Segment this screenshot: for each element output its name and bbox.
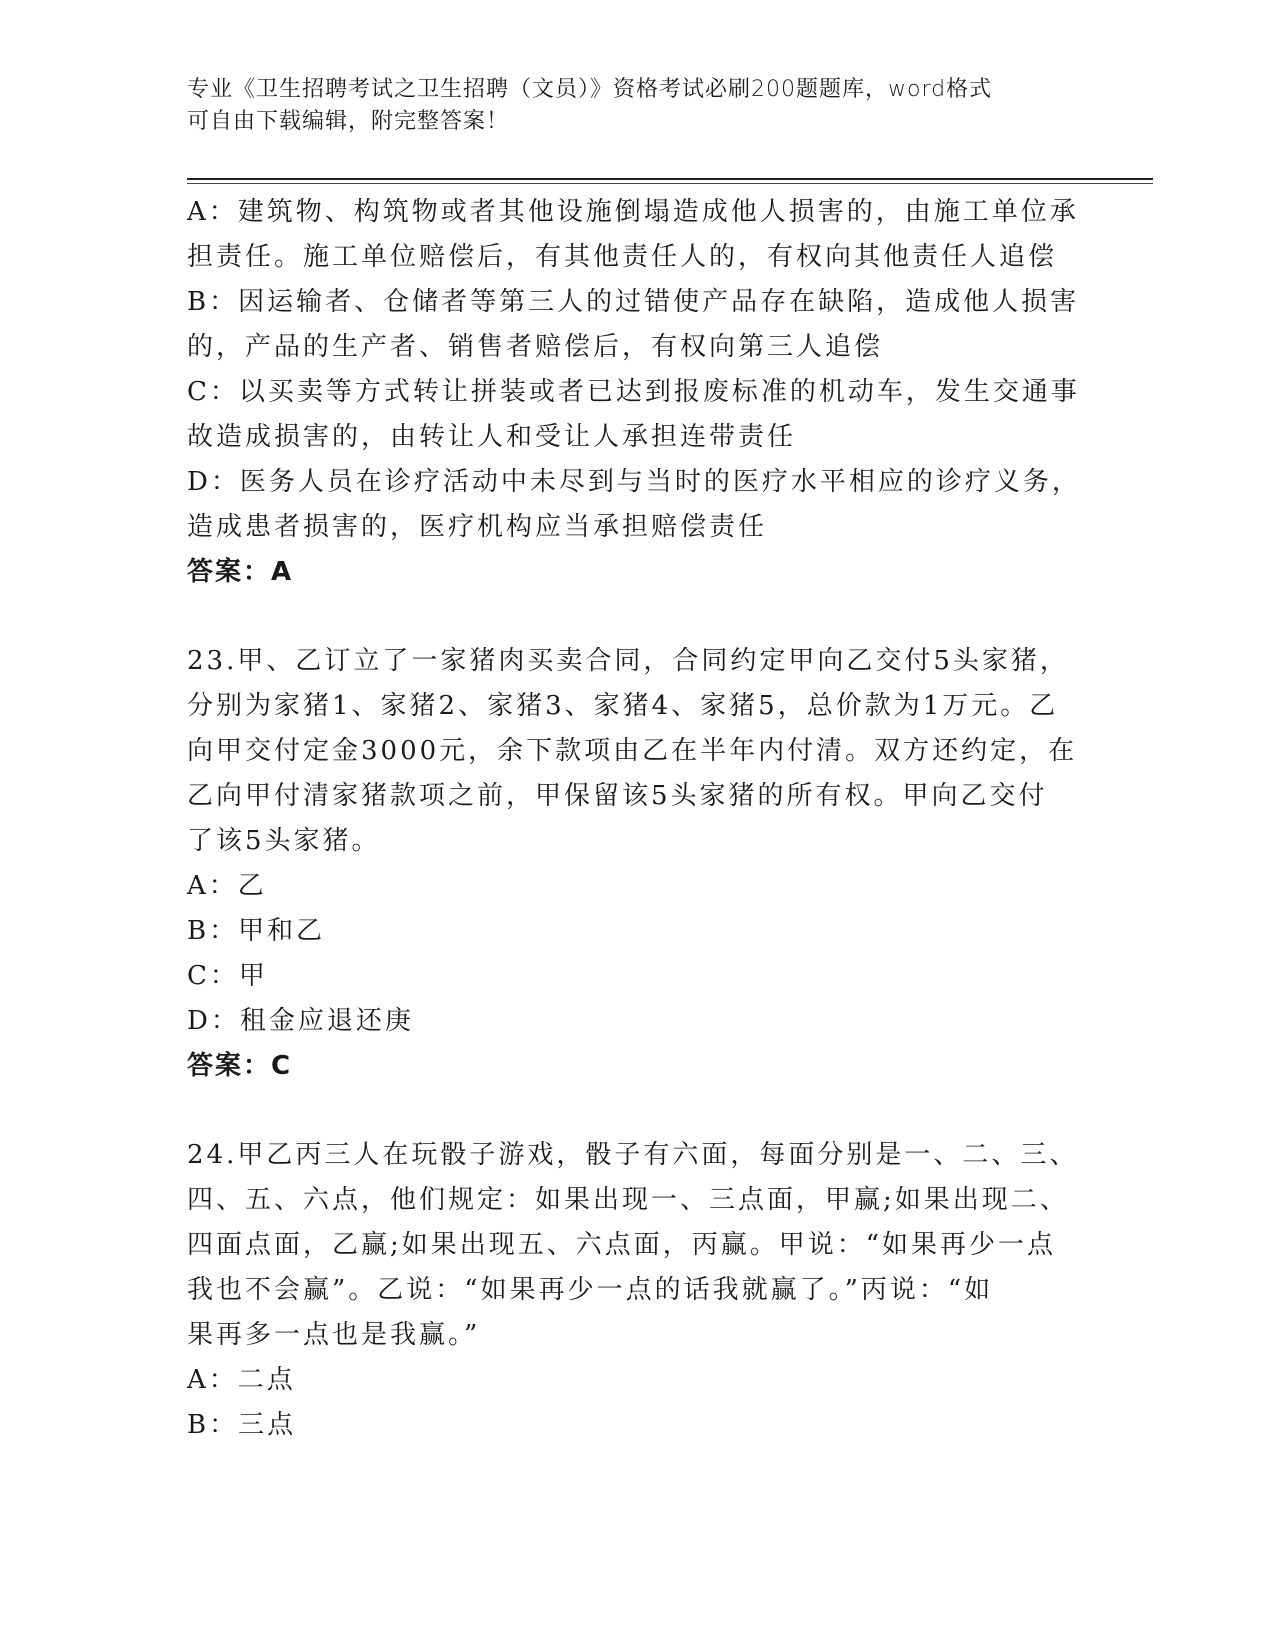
option-d: D：租金应退还庚 — [187, 1006, 414, 1036]
document-body — [187, 190, 1087, 1448]
spacer — [187, 595, 1087, 639]
option-line: 造成患者损害的，医疗机构应当承担赔偿责任 — [187, 512, 768, 542]
question-23-answer: 答案：C — [187, 1051, 293, 1081]
option-b: B：甲和乙 — [187, 916, 326, 946]
option-c: C：甲 — [187, 961, 268, 991]
option-line: 故造成损害的，由转让人和受让人承担连带责任 — [187, 422, 797, 452]
option-line: 担责任。施工单位赔偿后，有其他责任人的，有权向其他责任人追偿 — [187, 242, 1058, 272]
option-line: C：以买卖等方式转让拼装或者已达到报废标准的机动车，发生交通事 — [187, 377, 1080, 407]
document-header — [187, 74, 1087, 138]
question-stem-line: 分别为家猪1、家猪2、家猪3、家猪4、家猪5，总价款为1万元。乙 — [187, 691, 1059, 721]
option-b: B：三点 — [187, 1410, 297, 1440]
question-stem-line: 我也不会赢”。乙说：“如果再少一点的话我就赢了。”丙说：“如 — [187, 1275, 994, 1305]
question-23 — [187, 639, 1087, 1044]
question-stem-line: 果再多一点也是我赢。” — [187, 1320, 481, 1350]
header-divider-thick — [187, 178, 1153, 180]
option-line: A：建筑物、构筑物或者其他设施倒塌造成他人损害的，由施工单位承 — [187, 197, 1079, 227]
question-22-options — [187, 190, 1087, 550]
spacer — [187, 1089, 1087, 1133]
question-stem-line: 乙向甲付清家猪款项之前，甲保留该5头家猪的所有权。甲向乙交付 — [187, 781, 1048, 811]
question-stem-line: 四面点面，乙赢;如果出现五、六点面，丙赢。甲说：“如果再少一点 — [187, 1230, 1057, 1260]
option-line: B：因运输者、仓储者等第三人的过错使产品存在缺陷，造成他人损害 — [187, 287, 1080, 317]
header-line-1: 专业《卫生招聘考试之卫生招聘（文员）》资格考试必刷200题题库，word格式 — [187, 77, 993, 102]
option-a: A：二点 — [187, 1365, 296, 1395]
question-24 — [187, 1133, 1087, 1448]
header-line-2: 可自由下载编辑，附完整答案！ — [187, 109, 510, 134]
question-stem-line: 向甲交付定金3000元，余下款项由乙在半年内付清。双方还约定，在 — [187, 736, 1078, 766]
question-22-answer: 答案：A — [187, 557, 294, 587]
option-line: 的，产品的生产者、销售者赔偿后，有权向第三人追偿 — [187, 332, 884, 362]
question-stem-line: 四、五、六点，他们规定：如果出现一、三点面，甲赢;如果出现二、 — [187, 1185, 1069, 1215]
question-stem-line: 23.甲、乙订立了一家猪肉买卖合同，合同约定甲向乙交付5头家猪， — [187, 646, 1069, 676]
header-divider-thin — [187, 183, 1153, 184]
option-line: D：医务人员在诊疗活动中未尽到与当时的医疗水平相应的诊疗义务， — [187, 467, 1081, 497]
question-stem-line: 了该5头家猪。 — [187, 826, 381, 856]
option-a: A：乙 — [187, 871, 267, 901]
question-stem-line: 24.甲乙丙三人在玩骰子游戏，骰子有六面，每面分别是一、二、三、 — [187, 1140, 1079, 1170]
